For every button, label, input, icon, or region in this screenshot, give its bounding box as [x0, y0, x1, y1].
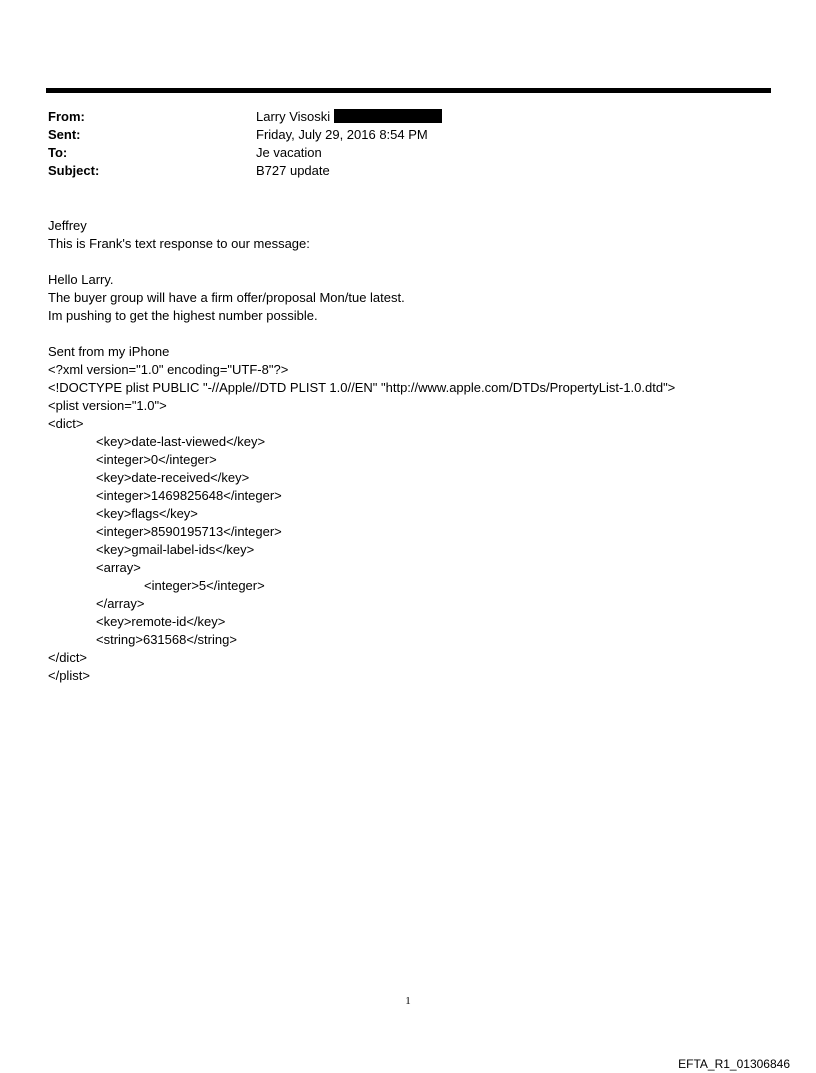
xml-line: <integer>1469825648</integer>: [96, 488, 282, 503]
xml-line: <integer>5</integer>: [144, 578, 265, 593]
xml-line: <integer>0</integer>: [96, 452, 217, 467]
signature-line: Sent from my iPhone: [48, 344, 170, 359]
xml-line: <key>gmail-label-ids</key>: [96, 542, 255, 557]
sent-label: Sent:: [48, 127, 81, 142]
xml-line: <plist version="1.0">: [48, 398, 167, 413]
xml-line: </array>: [96, 596, 145, 611]
xml-line: <key>flags</key>: [96, 506, 198, 521]
sent-value: Friday, July 29, 2016 8:54 PM: [256, 127, 428, 142]
xml-line: <?xml version="1.0" encoding="UTF-8"?>: [48, 362, 289, 377]
quoted-line: Hello Larry.: [48, 272, 114, 287]
quoted-line: The buyer group will have a firm offer/proposal Mon/tue latest.: [48, 290, 405, 305]
xml-line: <string>631568</string>: [96, 632, 237, 647]
email-header: [48, 108, 748, 180]
greeting: Jeffrey: [48, 218, 87, 233]
xml-line: <key>date-last-viewed</key>: [96, 434, 266, 449]
intro-line: This is Frank's text response to our message:: [48, 236, 310, 251]
sender-name: Larry Visoski: [256, 109, 331, 124]
quoted-line: Im pushing to get the highest number possible.: [48, 308, 318, 323]
subject-row: [48, 162, 748, 180]
xml-line: <key>date-received</key>: [96, 470, 250, 485]
xml-line: </plist>: [48, 668, 90, 683]
xml-line: <array>: [96, 560, 141, 575]
redaction-box: [334, 109, 442, 123]
document-id: EFTA_R1_01306846: [678, 1057, 790, 1071]
email-body: [48, 217, 788, 685]
xml-line: <dict>: [48, 416, 84, 431]
from-value: [256, 108, 748, 126]
page-number: 1: [405, 995, 411, 1007]
xml-line: <key>remote-id</key>: [96, 614, 226, 629]
subject-label: Subject:: [48, 163, 100, 178]
xml-line: <integer>8590195713</integer>: [96, 524, 282, 539]
header-rule: [46, 88, 771, 93]
xml-line: <!DOCTYPE plist PUBLIC "-//Apple//DTD PLIST 1.0//EN" "http://www.apple.com/DTDs/PropertyList-1.0.dtd">: [48, 380, 676, 395]
from-label: From:: [48, 109, 85, 124]
to-value: Je vacation: [256, 145, 322, 160]
sent-row: [48, 126, 748, 144]
xml-line: </dict>: [48, 650, 88, 665]
to-label: To:: [48, 145, 68, 160]
from-row: [48, 108, 748, 126]
to-row: [48, 144, 748, 162]
subject-value: B727 update: [256, 163, 330, 178]
